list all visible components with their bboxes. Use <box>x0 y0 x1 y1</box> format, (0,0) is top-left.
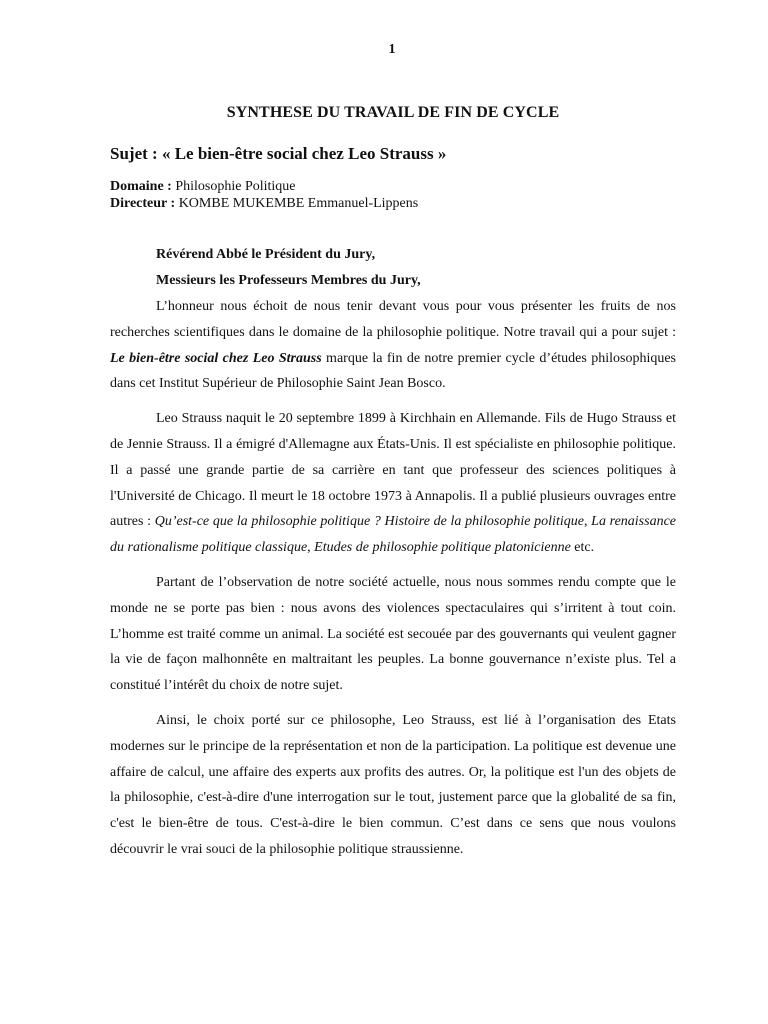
thesis-title: Le bien-être social chez Leo Strauss <box>110 350 322 366</box>
director-label: Directeur : <box>110 196 176 211</box>
paragraph-motivation: Partant de l’observation de notre société actuelle, nous nous sommes rendu compte que le monde ne se porte pas bien : nous avons des violences spectaculaires qui s’irritent à tout coin. L’homme est traité comme un animal. La société est secouée par des gouvernants qui veulent gagner la vie de façon malhonnête en maltraitant les peuples. La bonne gouvernance n’existe plus. Tel a constitué l’intérêt du choix de notre sujet. <box>110 574 676 694</box>
paragraph-choice: Ainsi, le choix porté sur ce philosophe, Leo Strauss, est lié à l’organisation des Etats modernes sur le principe de la représentation et non de la participation. La politique est devenue une affaire de calcul, une affaire des experts aux profits des autres. Or, la politique est l'un des objets de la philosophie, c'est-à-dire d'une interrogation sur le tout, justement parce que la globalité de sa fin, c'est le bien-être de tous. C'est-à-dire le bien commun. C’est dans ce sens que nous voulons découvrir le vrai souci de la philosophie politique straussienne. <box>110 712 676 857</box>
salutations <box>110 242 676 294</box>
subject-line: Sujet : « Le bien-être social chez Leo Strauss » <box>110 144 447 163</box>
book-title: Etudes de philosophie politique platonicienne <box>314 540 571 556</box>
page-number: 1 <box>388 42 396 57</box>
book-title: Qu’est-ce que la philosophie politique ? Histoire de la philosophie politique <box>154 514 584 530</box>
salutation-president: Révérend Abbé le Président du Jury, <box>156 247 376 262</box>
director-line <box>110 195 676 212</box>
metadata-block <box>110 178 676 212</box>
salutation-professors: Messieurs les Professeurs Membres du Jury, <box>156 273 421 288</box>
director-value: KOMBE MUKEMBE Emmanuel-Lippens <box>178 196 419 211</box>
document-body <box>110 98 676 863</box>
document-title: SYNTHESE DU TRAVAIL DE FIN DE CYCLE <box>226 104 560 121</box>
domain-value: Philosophie Politique <box>175 179 296 194</box>
domain-line <box>110 178 676 195</box>
paragraph-introduction: L’honneur nous échoit de nous tenir devant vous pour vous présenter les fruits de nos recherches scientifiques dans le domaine de la philosophie politique. Notre travail qui a pour sujet : Le bien-être social chez Leo Strauss marque la fin de notre premier cycle d’études philosophiques dans cet Institut Supérieur de Philosophie Saint Jean Bosco. <box>110 299 676 392</box>
domain-label: Domaine : <box>110 179 172 194</box>
book-title: La renaissance du rationalisme politique classique <box>110 514 676 556</box>
paragraph-biography: Leo Strauss naquit le 20 septembre 1899 à Kirchhain en Allemande. Fils de Hugo Strauss et de Jennie Strauss. Il a émigré d'Allemagne aux États-Unis. Il est spécialiste en philosophie politique. Il a passé une grande partie de sa carrière en tant que professeur des sciences politiques à l'Université de Chicago. Il meurt le 18 octobre 1973 à Annapolis. Il a publié plusieurs ouvrages entre autres : Qu’est-ce que la philosophie politique ? Histoire de la philosophie politique, La renaissance du rationalisme politique classique, Etudes de philosophie politique platonicienne etc. <box>110 411 676 556</box>
